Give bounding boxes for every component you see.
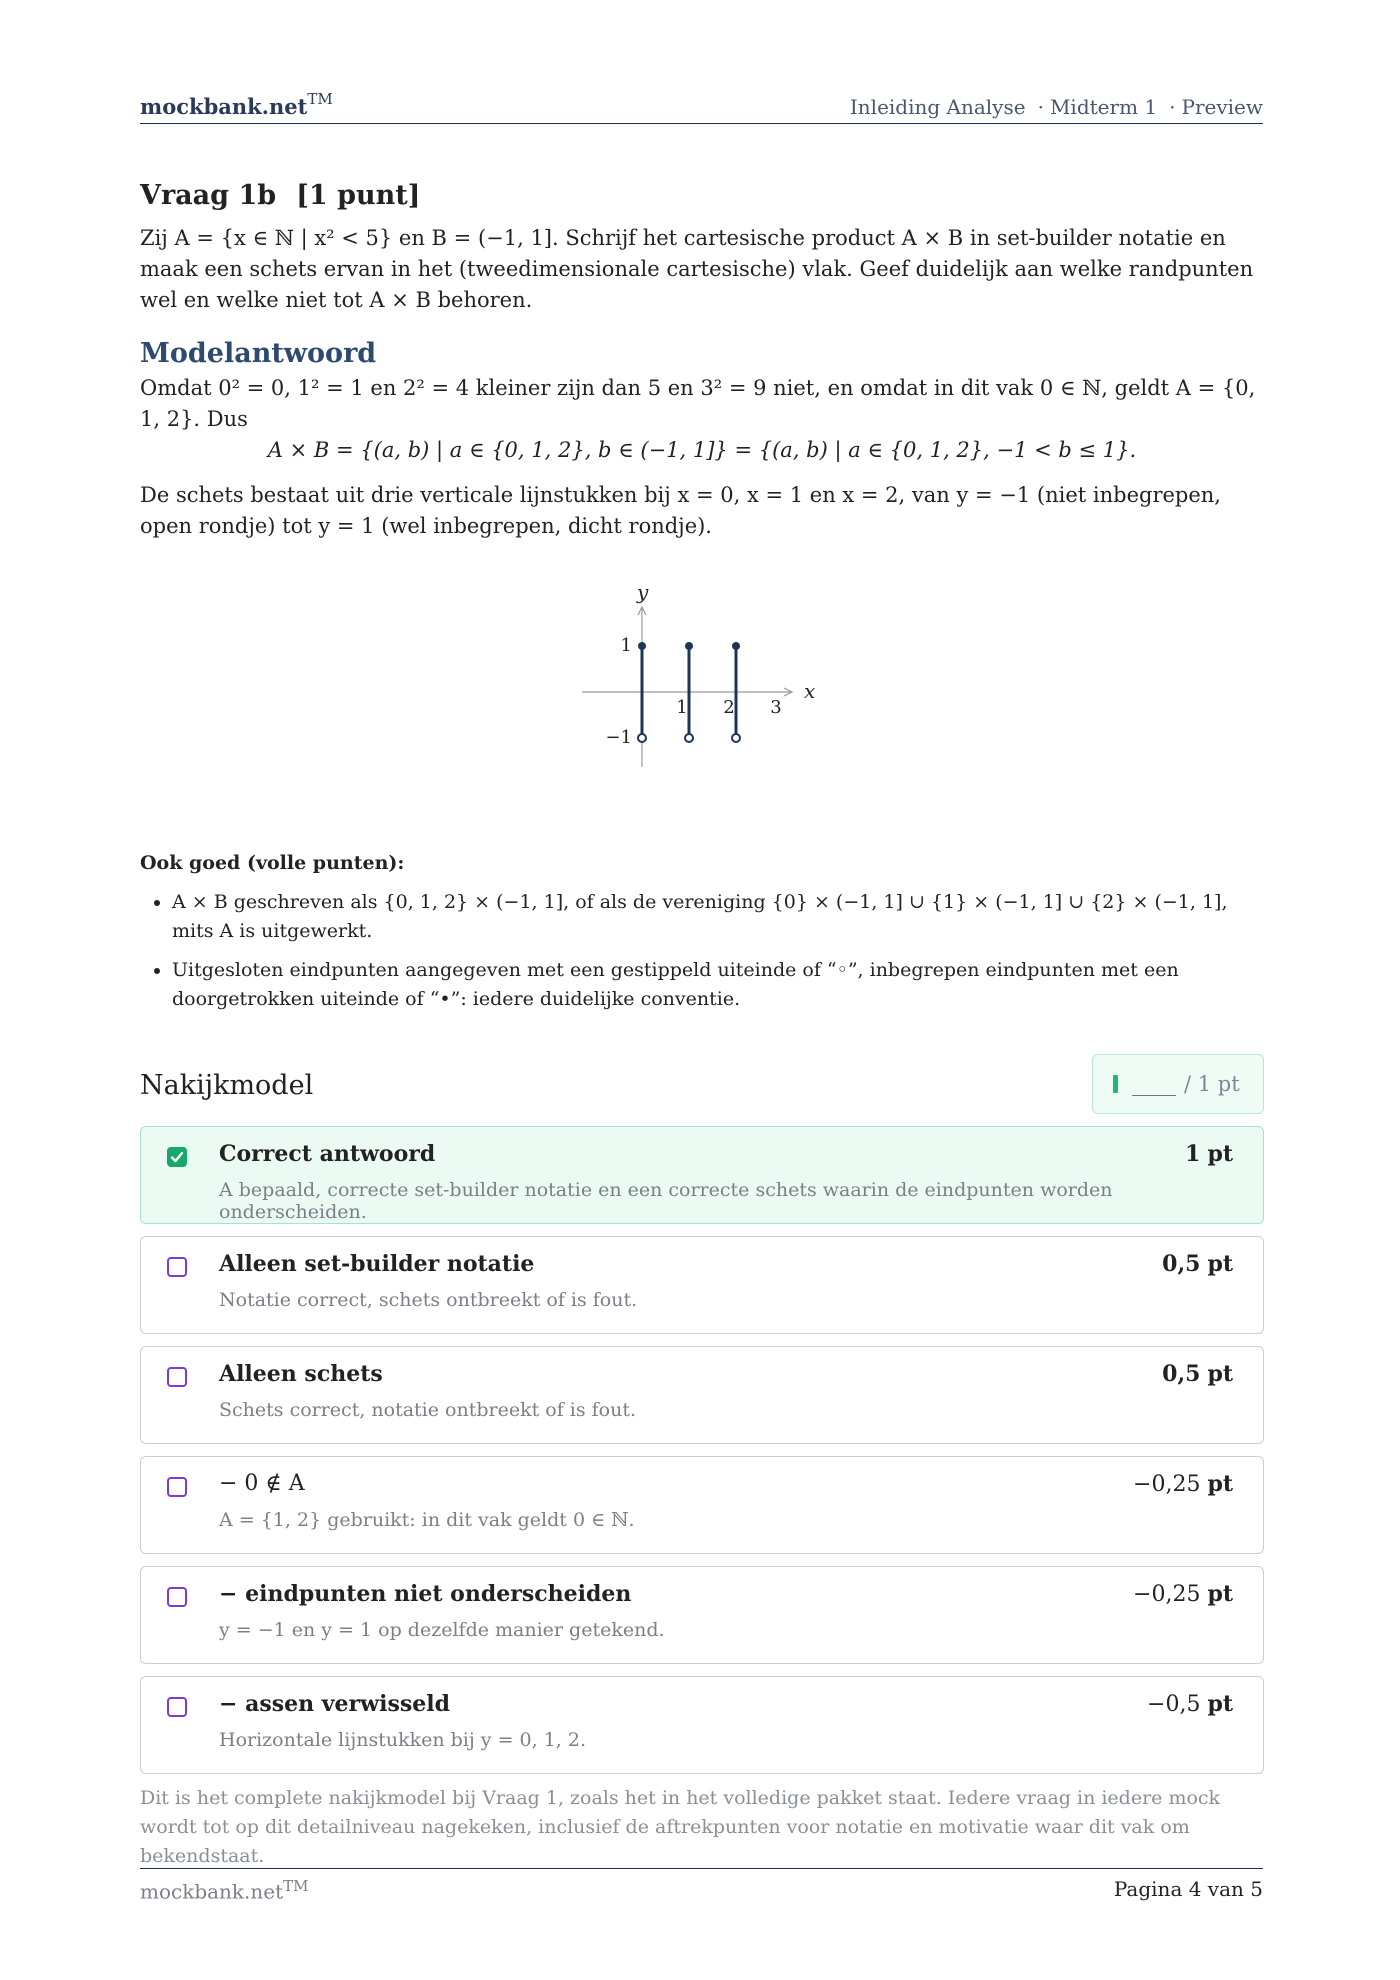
score-box bbox=[1092, 1054, 1264, 1114]
criterion-title: Correct antwoord bbox=[219, 1141, 436, 1167]
footer-brand-name: mockbank.net bbox=[140, 1879, 284, 1904]
sketch-figure bbox=[572, 572, 832, 812]
x-tick-label: 2 bbox=[723, 697, 735, 718]
points-unit: pt bbox=[1207, 1691, 1233, 1717]
footer-brand-trademark: TM bbox=[283, 1877, 309, 1895]
model-answer-heading: Modelantwoord bbox=[140, 338, 377, 369]
main-content bbox=[140, 160, 1264, 1871]
rubric-criterion[interactable] bbox=[140, 1126, 1264, 1224]
closed-endpoint bbox=[638, 642, 646, 650]
rubric-criterion[interactable] bbox=[140, 1346, 1264, 1444]
points-value: −0,25 bbox=[1133, 1472, 1201, 1497]
y-axis-label: y bbox=[637, 580, 649, 604]
criterion-points bbox=[1185, 1141, 1233, 1167]
separator: · bbox=[1037, 95, 1044, 119]
rubric-closing-note: Dit is het complete nakijkmodel bij Vraag 1, zoals het in het volledige pakket staat. Iedere vraag in iedere mock wordt tot op dit detailniveau nagekeken, inclusief de aftrekpunten voor notatie en motivatie waar dit vak om bekendstaat. bbox=[140, 1787, 1221, 1867]
page-number: Pagina 4 van 5 bbox=[1113, 1877, 1263, 1901]
points-unit: pt bbox=[1207, 1471, 1233, 1497]
rubric-criterion[interactable] bbox=[140, 1566, 1264, 1664]
rubric-criterion[interactable] bbox=[140, 1456, 1264, 1554]
header-breadcrumb bbox=[850, 95, 1263, 119]
criterion-description: Horizontale lijnstukken bij y = 0, 1, 2. bbox=[219, 1729, 586, 1751]
criterion-points bbox=[1147, 1691, 1233, 1717]
also-good-heading: Ook goed (volle punten): bbox=[140, 852, 405, 874]
criterion-points bbox=[1162, 1251, 1233, 1277]
checkmark-icon bbox=[170, 1150, 184, 1164]
brand-name: mockbank.net bbox=[140, 94, 308, 119]
criterion-title: Alleen schets bbox=[219, 1361, 383, 1387]
model-answer-intro: Omdat 0² = 0, 1² = 1 en 2² = 4 kleiner zijn dan 5 en 3² = 9 niet, en omdat in dit vak 0 ∈ ℕ, geldt A = {0, 1, 2}. Dus bbox=[140, 376, 1256, 431]
checkbox[interactable] bbox=[167, 1257, 187, 1277]
checkbox[interactable] bbox=[167, 1697, 187, 1717]
checkbox[interactable] bbox=[167, 1367, 187, 1387]
course-name: Inleiding Analyse bbox=[849, 95, 1026, 119]
separator: · bbox=[1169, 95, 1176, 119]
checkbox[interactable] bbox=[167, 1477, 187, 1497]
rubric-header bbox=[140, 1054, 1264, 1118]
score-marker-icon bbox=[1113, 1075, 1118, 1093]
criterion-description: y = −1 en y = 1 op dezelfde manier getekend. bbox=[219, 1619, 665, 1641]
question-points: [1 punt] bbox=[296, 180, 421, 211]
brand-trademark: TM bbox=[307, 90, 333, 108]
points-unit: pt bbox=[1207, 1361, 1233, 1387]
also-good-list bbox=[140, 888, 1264, 1014]
footer-brand bbox=[140, 1877, 309, 1904]
closed-endpoint bbox=[732, 642, 740, 650]
page-header bbox=[140, 88, 1263, 124]
points-value: −0,25 bbox=[1133, 1582, 1201, 1607]
points-unit: pt bbox=[1207, 1581, 1233, 1607]
mode-label: Preview bbox=[1181, 95, 1263, 119]
score-input[interactable] bbox=[1132, 1073, 1176, 1096]
criterion-title: Alleen set-builder notatie bbox=[219, 1251, 535, 1277]
y-tick-label: −1 bbox=[605, 727, 632, 748]
criterion-description: Schets correct, notatie ontbreekt of is fout. bbox=[219, 1399, 637, 1421]
points-value: 1 bbox=[1185, 1141, 1201, 1167]
points-value: 0,5 bbox=[1162, 1251, 1201, 1277]
exam-name: Midterm 1 bbox=[1049, 95, 1158, 119]
criterion-points bbox=[1162, 1361, 1233, 1387]
score-max: / 1 pt bbox=[1184, 1072, 1240, 1096]
page-footer bbox=[140, 1868, 1263, 1904]
criterion-description: Notatie correct, schets ontbreekt of is fout. bbox=[219, 1289, 638, 1311]
rubric-criterion[interactable] bbox=[140, 1676, 1264, 1774]
question-text: Zij A = {x ∈ ℕ | x² < 5} en B = (−1, 1]. Schrijf het cartesische product A × B in set-builder notatie en maak een schets ervan in het (tweedimensionale cartesische) vlak. Geef duidelijk aan welke randpunten wel en welke niet tot A × B behoren. bbox=[140, 226, 1254, 312]
question-heading bbox=[140, 180, 1264, 211]
criterion-title: − assen verwisseld bbox=[219, 1691, 450, 1717]
x-tick-label: 1 bbox=[676, 697, 688, 718]
y-tick-label: 1 bbox=[620, 635, 632, 656]
criterion-title: − eindpunten niet onderscheiden bbox=[219, 1581, 632, 1607]
brand-logo bbox=[140, 92, 333, 119]
criterion-description: A bepaald, correcte set-builder notatie en een correcte schets waarin de eindpunten worden onderscheiden. bbox=[219, 1179, 1113, 1223]
points-value: −0,5 bbox=[1147, 1692, 1201, 1717]
criterion-title: − 0 ∉ A bbox=[219, 1471, 305, 1496]
display-formula: A × B = {(a, b) | a ∈ {0, 1, 2}, b ∈ (−1, 1]} = {(a, b) | a ∈ {0, 1, 2}, −1 < b ≤ 1}. bbox=[267, 438, 1137, 462]
x-axis-label: x bbox=[804, 679, 816, 703]
open-endpoint bbox=[638, 734, 646, 742]
criterion-points bbox=[1133, 1581, 1233, 1607]
rubric-criterion[interactable] bbox=[140, 1236, 1264, 1334]
checkbox[interactable] bbox=[167, 1147, 187, 1167]
list-item: • Uitgesloten eindpunten aangegeven met een gestippeld uiteinde of “◦”, inbegrepen eindpunten met een doorgetrokken uiteinde of “•”: iedere duidelijke conventie. bbox=[172, 956, 1264, 1014]
points-unit: pt bbox=[1207, 1251, 1233, 1277]
points-unit: pt bbox=[1207, 1141, 1233, 1167]
list-item: • A × B geschreven als {0, 1, 2} × (−1, 1], of als de vereniging {0} × (−1, 1] ∪ {1} × (−1, 1] ∪ {2} × (−1, 1], mits A is uitgewerkt. bbox=[172, 888, 1264, 946]
open-endpoint bbox=[685, 734, 693, 742]
points-value: 0,5 bbox=[1162, 1361, 1201, 1387]
x-tick-label: 3 bbox=[770, 697, 782, 718]
question-title: Vraag 1b bbox=[140, 180, 277, 211]
criterion-points bbox=[1133, 1471, 1233, 1497]
checkbox[interactable] bbox=[167, 1587, 187, 1607]
criterion-description: A = {1, 2} gebruikt: in dit vak geldt 0 ∈ ℕ. bbox=[219, 1509, 635, 1531]
sketch-description: De schets bestaat uit drie verticale lijnstukken bij x = 0, x = 1 en x = 2, van y = −1 (niet inbegrepen, open rondje) tot y = 1 (wel inbegrepen, dicht rondje). bbox=[140, 483, 1221, 538]
open-endpoint bbox=[732, 734, 740, 742]
closed-endpoint bbox=[685, 642, 693, 650]
rubric-title: Nakijkmodel bbox=[140, 1070, 314, 1101]
